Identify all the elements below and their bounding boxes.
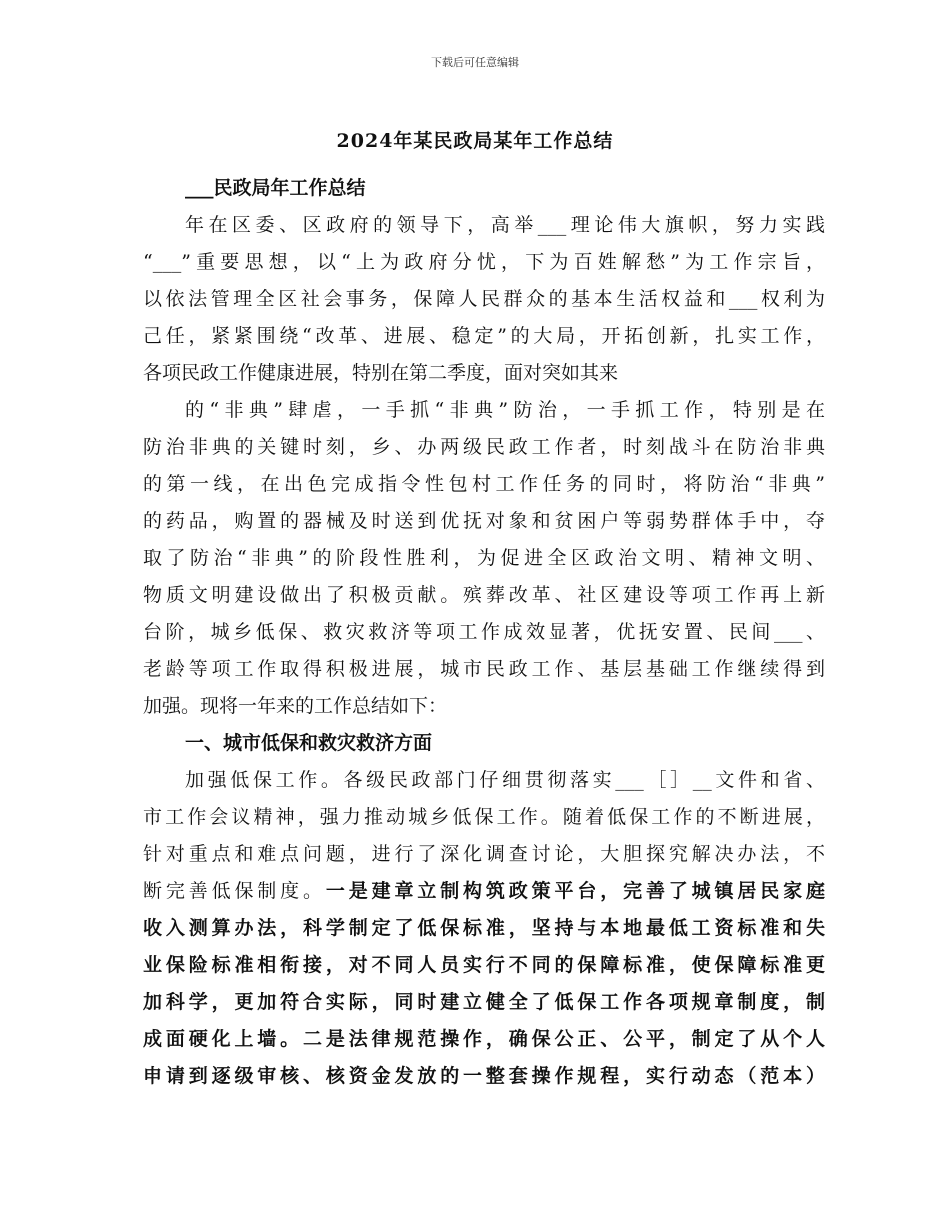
text-line: 加强。现将一年来的工作总结如下：: [143, 695, 448, 717]
bold-text-line: 加科学，更加符合实际，同时建立健全了低保工作各项规章制度，制: [143, 991, 825, 1013]
text-line: 各项民政工作健康进展，特别在第二季度，面对突如其来: [143, 362, 619, 384]
bold-text-line: 申请到逐级审核、核资金发放的一整套操作规程，实行动态（范本）: [143, 1065, 825, 1087]
paragraph-3: [143, 762, 825, 1095]
text-line: “___”重要思想，以“上为政府分忧，下为百姓解愁”为工作宗旨，: [143, 251, 825, 273]
text-line: 年在区委、区政府的领导下，高举___理论伟大旗帜，努力实践: [185, 214, 825, 236]
text-line: 市工作会议精神，强力推动城乡低保工作。随着低保工作的不断进展，: [143, 806, 825, 828]
bold-text-line: 业保险标准相衔接，对不同人员实行不同的保障标准，使保障标准更: [143, 954, 825, 976]
bold-text-line: 成面硬化上墙。二是法律规范操作，确保公正、公平，制定了从个人: [143, 1028, 825, 1050]
document-subtitle: ___民政局年工作总结: [185, 177, 366, 199]
text-line: 物质文明建设做出了积极贡献。殡葬改革、社区建设等项工作再上新: [143, 584, 825, 606]
paragraph-2: [143, 392, 825, 725]
page-header-note: 下载后可任意编辑: [431, 56, 519, 69]
text-line-mixed: [143, 873, 825, 910]
text-span: 断完善低保制度。: [143, 880, 326, 902]
bold-text-span: 一是建章立制构筑政策平台，完善了城镇居民家庭: [325, 880, 825, 902]
text-line: 取了防治“非典”的阶段性胜利，为促进全区政治文明、精神文明、: [143, 547, 825, 569]
text-line: 针对重点和难点问题，进行了深化调查讨论，大胆探究解决办法，不: [143, 843, 825, 865]
text-line: 的“非典”肆虐，一手抓“非典”防治，一手抓工作，特别是在: [185, 399, 825, 421]
text-line: 的药品，购置的器械及时送到优抚对象和贫困户等弱势群体手中，夺: [143, 510, 825, 532]
text-line: 加强低保工作。各级民政部门仔细贯彻落实___［］__文件和省、: [185, 769, 825, 791]
document-body: [143, 170, 825, 1095]
document-title: 2024年某民政局某年工作总结: [336, 130, 614, 152]
paragraph-1: [143, 207, 825, 392]
text-line: 台阶，城乡低保、救灾救济等项工作成效显著，优抚安置、民间___、: [143, 621, 825, 643]
text-line: 老龄等项工作取得积极进展，城市民政工作、基层基础工作继续得到: [143, 658, 825, 680]
text-line: 己任，紧紧围绕“改革、进展、稳定”的大局，开拓创新，扎实工作，: [143, 325, 825, 347]
text-line: 以依法管理全区社会事务，保障人民群众的基本生活权益和___权利为: [143, 288, 825, 310]
text-line: 的第一线，在出色完成指令性包村工作任务的同时，将防治“非典”: [143, 473, 825, 495]
bold-text-line: 收入测算办法，科学制定了低保标准，坚持与本地最低工资标准和失: [143, 917, 825, 939]
section-heading: 一、城市低保和救灾救济方面: [185, 732, 433, 754]
text-line: 防治非典的关键时刻，乡、办两级民政工作者，时刻战斗在防治非典: [143, 436, 825, 458]
